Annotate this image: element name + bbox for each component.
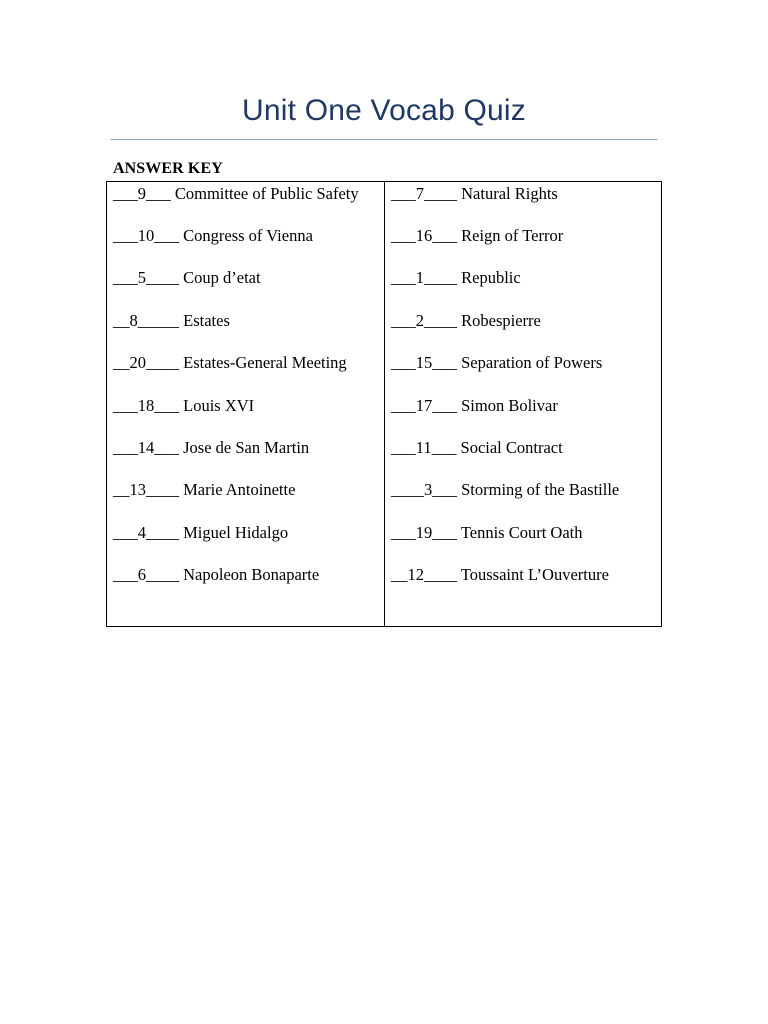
- answer-blank: ___14___: [113, 438, 179, 457]
- title-rule: [111, 139, 657, 140]
- answer-blank: ___17___: [391, 396, 457, 415]
- answer-blank: ___1____: [391, 268, 457, 287]
- list-item: [391, 353, 602, 373]
- vocab-term: Louis XVI: [183, 396, 255, 415]
- answer-blank: ___7____: [391, 184, 457, 203]
- list-item: [113, 268, 261, 288]
- vocab-term: Reign of Terror: [461, 226, 564, 245]
- vocab-term: Natural Rights: [461, 184, 558, 203]
- vocab-term: Estates-General Meeting: [183, 353, 347, 372]
- list-item: [113, 523, 288, 543]
- list-item: [113, 438, 309, 458]
- vocab-term: Toussaint L’Ouverture: [460, 565, 609, 584]
- vocab-term: Congress of Vienna: [183, 226, 313, 245]
- list-item: [391, 565, 609, 585]
- answer-blank: ___15___: [391, 353, 457, 372]
- answer-key-label: ANSWER KEY: [113, 160, 223, 177]
- list-item: [391, 480, 619, 500]
- answer-blank: ___6____: [113, 565, 179, 584]
- vocab-term: Tennis Court Oath: [460, 523, 583, 542]
- quiz-title: Unit One Vocab Quiz: [242, 94, 526, 127]
- vocab-term: Republic: [461, 268, 521, 287]
- answer-blank: __12____: [391, 565, 457, 584]
- answer-blank: __13____: [113, 480, 179, 499]
- answer-blank: ___18___: [113, 396, 179, 415]
- list-item: [391, 311, 541, 331]
- answer-blank: ____3___: [391, 480, 457, 499]
- list-item: [391, 268, 521, 288]
- vocab-term: Napoleon Bonaparte: [183, 565, 320, 584]
- list-item: [391, 523, 583, 543]
- vocab-term: Robespierre: [461, 311, 541, 330]
- list-item: [113, 184, 359, 204]
- answer-blank: ___11___: [391, 438, 457, 457]
- vocab-term: Separation of Powers: [461, 353, 603, 372]
- answer-blank: ___10___: [113, 226, 179, 245]
- answer-blank: __8_____: [113, 311, 179, 330]
- list-item: [113, 311, 230, 331]
- list-item: [113, 480, 295, 500]
- list-item: [391, 396, 558, 416]
- list-item: [391, 184, 558, 204]
- answer-key-table: [106, 181, 662, 627]
- vocab-term: Simon Bolivar: [461, 396, 558, 415]
- answer-blank: ___2____: [391, 311, 457, 330]
- list-item: [113, 396, 254, 416]
- vocab-term: Marie Antoinette: [183, 480, 296, 499]
- answer-blank: ___4____: [113, 523, 179, 542]
- list-item: [391, 438, 563, 458]
- list-item: [391, 226, 563, 246]
- answer-blank: __20____: [113, 353, 179, 372]
- vocab-term: Estates: [183, 311, 230, 330]
- right-column: [385, 182, 661, 626]
- answer-blank: ___9___: [113, 184, 171, 203]
- vocab-term: Committee of Public Safety: [174, 184, 359, 203]
- list-item: [113, 226, 313, 246]
- vocab-term: Social Contract: [460, 438, 563, 457]
- answer-blank: ___16___: [391, 226, 457, 245]
- list-item: [113, 565, 319, 585]
- list-item: [113, 353, 347, 373]
- vocab-term: Coup d’etat: [183, 268, 261, 287]
- vocab-term: Miguel Hidalgo: [183, 523, 289, 542]
- vocab-term: Jose de San Martin: [183, 438, 310, 457]
- answer-blank: ___19___: [391, 523, 457, 542]
- left-column: [107, 182, 385, 626]
- vocab-term: Storming of the Bastille: [461, 480, 620, 499]
- answer-blank: ___5____: [113, 268, 179, 287]
